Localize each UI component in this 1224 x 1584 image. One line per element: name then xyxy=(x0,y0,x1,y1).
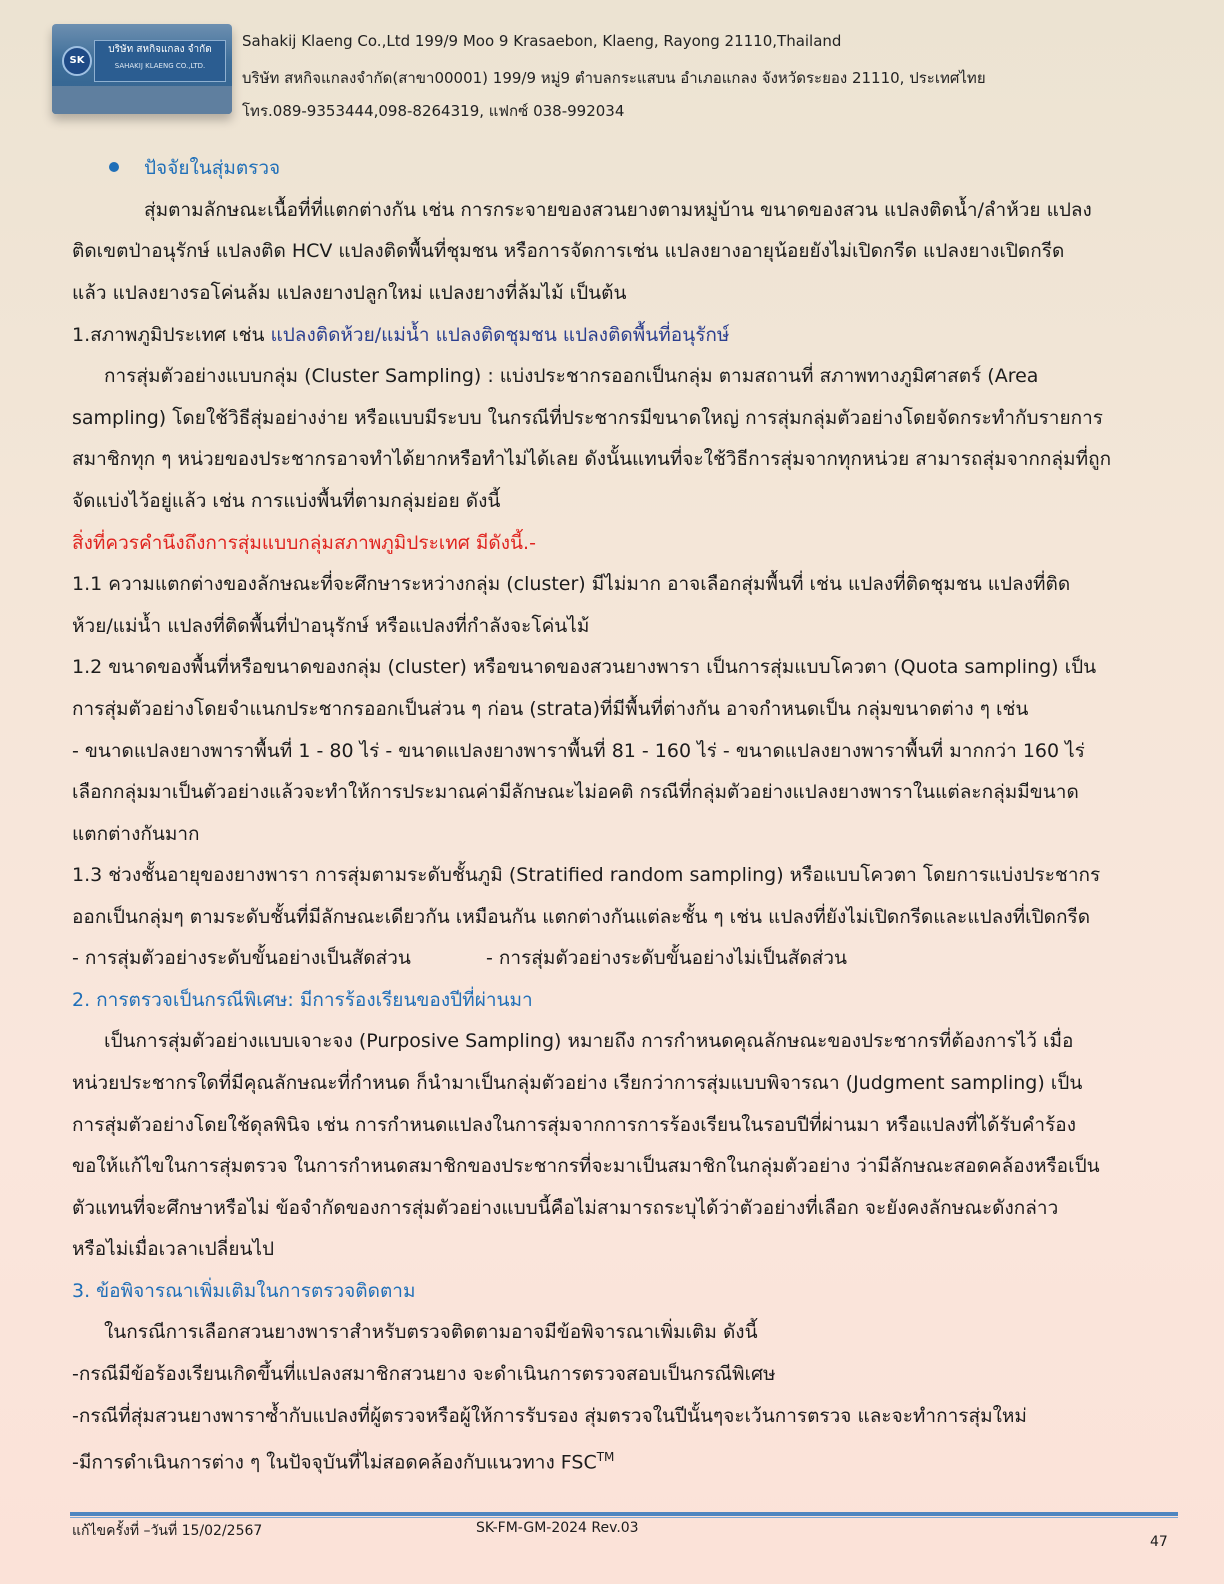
section-1-label: 1.สภาพภูมิประเทศ เช่น xyxy=(72,324,271,346)
red-heading: สิ่งที่ควรคำนึงถึงการสุ่มแบบกลุ่มสภาพภูมิประเทศ มีดังนี้.- xyxy=(72,532,536,554)
section-2-heading: 2. การตรวจเป็นกรณีพิเศษ: มีการร้องเรียนของปีที่ผ่านมา xyxy=(72,989,533,1011)
item-1-3-line: 1.3 ช่วงชั้นอายุของยางพารา การสุ่มตามระดับชั้นภูมิ (Stratified random sampling) หรือแบบโควตา โดยการแบ่งประชากร xyxy=(72,864,1101,886)
logo-base xyxy=(52,86,232,114)
paragraph-line: ในกรณีการเลือกสวนยางพาราสำหรับตรวจติดตามอาจมีข้อพิจารณาเพิ่มเติม ดังนี้ xyxy=(104,1321,758,1343)
item-1-2-line: การสุ่มตัวอย่างโดยจำแนกประชากรออกเป็นส่วน ๆ ก่อน (strata)ที่มีพื้นที่ต่างกัน อาจกำหนดเป็น กลุ่มขนาดต่าง ๆ เช่น xyxy=(72,698,1029,720)
paragraph-line: แล้ว แปลงยางรอโค่นล้ม แปลงยางปลูกใหม่ แปลงยางที่ล้มไม้ เป็นต้น xyxy=(72,282,627,304)
paragraph-line: หน่วยประชากรใดที่มีคุณลักษณะที่กำหนด ก็นำมาเป็นกลุ่มตัวอย่าง เรียกว่าการสุ่มแบบพิจารณา (Judgment sampling) เป็น xyxy=(72,1072,1083,1094)
bullet-title: ปัจจัยในสุ่มตรวจ xyxy=(144,157,281,179)
paragraph-line: ขอให้แก้ไขในการสุ่มตรวจ ในการกำหนดสมาชิกของประชากรที่จะมาเป็นสมาชิกในกลุ่มตัวอย่าง ว่ามีลักษณะสอดคล้องหรือเป็น xyxy=(72,1155,1100,1177)
company-address-th: บริษัท สหกิจแกลงจำกัด(สาขา00001) 199/9 หมู่9 ตำบลกระแสบน อำเภอแกลง จังหวัดระยอง 21110, ประเทศไทย xyxy=(242,69,986,87)
item-1-2-line: เลือกกลุ่มมาเป็นตัวอย่างแล้วจะทำให้การประมาณค่ามีลักษณะไม่อคติ กรณีที่กลุ่มตัวอย่างแปลงยางพาราในแต่ละกลุ่มมีขนาด xyxy=(72,781,1079,803)
item-1-2-line: - ขนาดแปลงยางพาราพื้นที่ 1 - 80 ไร่ - ขนาดแปลงยางพาราพื้นที่ 81 - 160 ไร่ - ขนาดแปลงยางพาราพื้นที่ มากกว่า 160 ไร่ xyxy=(72,740,1085,762)
trademark-mark: TM xyxy=(596,1450,615,1464)
logo-text-th: บริษัท สหกิจแกลง จำกัด xyxy=(108,44,212,55)
paragraph-line: sampling) โดยใช้วิธีสุ่มอย่างง่าย หรือแบบมีระบบ ในกรณีที่ประชากรมีขนาดใหญ่ การสุ่มกลุ่มตัวอย่างโดยจัดกระทำกับรายการ xyxy=(72,407,1103,429)
item-1-3-line: ออกเป็นกลุ่มๆ ตามระดับชั้นที่มีลักษณะเดียวกัน เหมือนกัน แตกต่างกันแต่ละชั้น ๆ เช่น แปลงที่ยังไม่เปิดกรีดและแปลงที่เปิดกรีด xyxy=(72,906,1091,928)
section-3-heading: 3. ข้อพิจารณาเพิ่มเติมในการตรวจติดตาม xyxy=(72,1280,416,1302)
item-1-3-option-a: - การสุ่มตัวอย่างระดับขั้นอย่างเป็นสัดส่วน xyxy=(72,947,411,969)
paragraph-line: เป็นการสุ่มตัวอย่างแบบเจาะจง (Purposive Sampling) หมายถึง การกำหนดคุณลักษณะของประชากรที่ต้องการไว้ เมื่อ xyxy=(104,1030,1074,1052)
paragraph-line: ตัวแทนที่จะศึกษาหรือไม่ ข้อจำกัดของการสุ่มตัวอย่างแบบนี้คือไม่สามารถระบุได้ว่าตัวอย่างที่เลือก จะยังคงลักษณะดังกล่าว xyxy=(72,1197,1059,1219)
paragraph-line: การสุ่มตัวอย่างแบบกลุ่ม (Cluster Sampling) : แบ่งประชากรออกเป็นกลุ่ม ตามสถานที่ สภาพทางภูมิศาสตร์ (Area xyxy=(104,365,1039,387)
logo-plate xyxy=(94,40,226,82)
logo-text-en: SAHAKIJ KLAENG CO.,LTD. xyxy=(114,62,206,70)
list-item-fsc xyxy=(72,1444,614,1475)
footer-rule xyxy=(70,1512,1178,1516)
company-contact: โทร.089-9353444,098-8264319, แฟกซ์ 038-992034 xyxy=(242,102,625,120)
letterhead xyxy=(52,24,1202,144)
footer-rule-thin xyxy=(70,1517,1178,1518)
paragraph-line: การสุ่มตัวอย่างโดยใช้ดุลพินิจ เช่น การกำหนดแปลงในการสุ่มจากการการร้องเรียนในรอบปีที่ผ่านมา หรือแปลงที่ได้รับคำร้อง xyxy=(72,1114,1076,1136)
bullet-dot-icon xyxy=(109,162,119,172)
paragraph-line: สุ่มตามลักษณะเนื้อที่ที่แตกต่างกัน เช่น การกระจายของสวนยางตามหมู่บ้าน ขนาดของสวน แปลงติดน้ำ/ลำห้วย แปลง xyxy=(144,199,1092,221)
item-1-1-line: ห้วย/แม่น้ำ แปลงที่ติดพื้นที่ป่าอนุรักษ์ หรือแปลงที่กำลังจะโค่นไม้ xyxy=(72,615,590,637)
list-item: -กรณีที่สุ่มสวนยางพาราซ้ำกับแปลงที่ผู้ตรวจหรือผู้ให้การรับรอง สุ่มตรวจในปีนั้นๆจะเว้นการตรวจ และจะทำการสุ่มใหม่ xyxy=(72,1405,1027,1427)
item-1-3-option-b: - การสุ่มตัวอย่างระดับขั้นอย่างไม่เป็นสัดส่วน xyxy=(486,947,847,969)
item-1-2-line: แตกต่างกันมาก xyxy=(72,823,200,845)
logo-badge: SK xyxy=(62,46,92,76)
footer-revision: แก้ไขครั้งที่ –วันที่ 15/02/2567 xyxy=(72,1523,263,1539)
paragraph-line: จัดแบ่งไว้อยู่แล้ว เช่น การแบ่งพื้นที่ตามกลุ่มย่อย ดังนี้ xyxy=(72,490,501,512)
section-1-examples: แปลงติดห้วย/แม่น้ำ แปลงติดชุมชน แปลงติดพื้นที่อนุรักษ์ xyxy=(270,324,730,346)
company-logo xyxy=(52,24,232,114)
list-item-text: -มีการดำเนินการต่าง ๆ ในปัจจุบันที่ไม่สอดคล้องกับแนวทาง FSC xyxy=(72,1451,597,1474)
paragraph-line: ติดเขตป่าอนุรักษ์ แปลงติด HCV แปลงติดพื้นที่ชุมชน หรือการจัดการเช่น แปลงยางอายุน้อยยังไม่เปิดกรีด แปลงยางเปิดกรีด xyxy=(72,240,1065,262)
section-1-heading xyxy=(72,322,729,348)
list-item: -กรณีมีข้อร้องเรียนเกิดขึ้นที่แปลงสมาชิกสวนยาง จะดำเนินการตรวจสอบเป็นกรณีพิเศษ xyxy=(72,1363,776,1385)
company-address-en: Sahakij Klaeng Co.,Ltd 199/9 Moo 9 Krasaebon, Klaeng, Rayong 21110,Thailand xyxy=(242,32,842,50)
item-1-2-line: 1.2 ขนาดของพื้นที่หรือขนาดของกลุ่ม (cluster) หรือขนาดของสวนยางพารา เป็นการสุ่มแบบโควตา (Quota sampling) เป็น xyxy=(72,656,1097,678)
footer-doc-code: SK-FM-GM-2024 Rev.03 xyxy=(476,1520,639,1536)
item-1-1-line: 1.1 ความแตกต่างของลักษณะที่จะศึกษาระหว่างกลุ่ม (cluster) มีไม่มาก อาจเลือกสุ่มพื้นที่ เช่น แปลงที่ติดชุมชน แปลงที่ติด xyxy=(72,573,1071,595)
paragraph-line: หรือไม่เมื่อเวลาเปลี่ยนไป xyxy=(72,1238,275,1260)
page-number: 47 xyxy=(1150,1534,1168,1550)
paragraph-line: สมาชิกทุก ๆ หน่วยของประชากรอาจทำได้ยากหรือทำไม่ได้เลย ดังนั้นแทนที่จะใช้วิธีการสุ่มจากทุกหน่วย สามารถสุ่มจากกลุ่มที่ถูก xyxy=(72,448,1112,470)
